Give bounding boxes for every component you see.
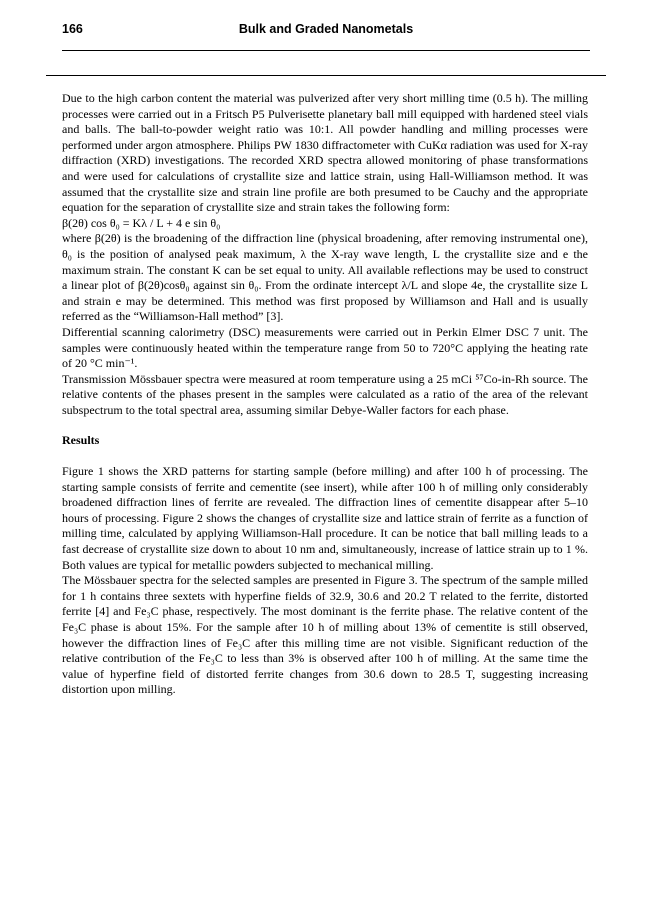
book-title: Bulk and Graded Nanometals	[238, 22, 414, 36]
paragraph-dsc: Differential scanning calorimetry (DSC) measurements were carried out in Perkin Elmer DSC 7 unit. The samples were continuously heated within the temperature range from 50 to 720°C applying the heating rate of 20 °C min⁻¹.	[62, 324, 588, 371]
paragraph-xrd-results: Figure 1 shows the XRD patterns for starting sample (before milling) and after 100 h of processing. The starting sample consists of ferrite and cementite (see insert), while after 100 h of milling only considerably broadened diffraction lines of ferrite are revealed. The diffraction lines of cementite disappear after 5–10 hours of processing. Figure 2 shows the changes of crystallite size and lattice strain of ferrite as a function of milling time, calculated by applying Williamson-Hall procedure. It can be notice that ball milling leads to a fast decrease of crystallite size down to about 10 nm and, simultaneously, increase of lattice strain up to 1 %. Both values are typical for metallic powders subjected to mechanical milling.	[62, 464, 588, 572]
page-number: 166	[62, 22, 83, 36]
paragraph-methods: Due to the high carbon content the material was pulverized after very short milling time (0.5 h). The milling processes were carried out in a Fritsch P5 Pulverisette planetary ball mill equipped with hardened steel vials and balls. The ball-to-powder weight ratio was 10:1. All powder handling and milling processes were performed under argon atmosphere. Philips PW 1830 diffractometer with CuKα radiation was used for X-ray diffraction (XRD) investigations. The recorded XRD spectra allowed monitoring of phase transformations and were used for calculations of crystallite size and lattice strain, using Hall-Williamson method. It was assumed that the crystallite size and strain line profile are both presumed to be Cauchy and the appropriate equation for the separation of crystallite size and strain takes the following form:	[62, 91, 588, 215]
section-rule	[46, 75, 606, 76]
paragraph-equation-explanation: where β(2θ) is the broadening of the diffraction line (physical broadening, after removing instrumental one), θ₀ is the position of analysed peak maximum, λ the X-ray wave length, L the crystallite size and e the maximum strain. The constant K can be set equal to unity. All available reflections may be used to construct a linear plot of β(2θ)cosθ₀ against sin θ₀. From the ordinate intercept λ/L and slope 4e, the crystallite size L and strain e may be determined. This method was first proposed by Williamson and Hall and is usually referred as the “Williamson-Hall method” [3].	[62, 231, 588, 324]
main-text	[62, 91, 588, 698]
paragraph-mossbauer-results: The Mössbauer spectra for the selected samples are presented in Figure 3. The spectrum of the sample milled for 1 h contains three sextets with hyperfine fields of 32.9, 30.6 and 20.2 T related to the ferrite, distorted ferrite [4] and Fe₃C phase, respectively. The most dominant is the ferrite phase. The relative content of the Fe₃C phase is about 15%. For the sample after 10 h of milling about 13% of cementite is still observed, however the diffraction lines of Fe₃C after this milling time are not visible. Significant reduction of the relative contribution of the Fe₃C to less than 3% is observed after 100 h of milling. At the same time the value of hyperfine field of distorted ferrite changes from 30.6 down to 28.5 T, suggesting increasing distortion upon milling.	[62, 573, 588, 697]
header-rule	[62, 50, 590, 51]
equation: β(2θ) cos θ₀ = Kλ / L + 4 e sin θ₀	[62, 215, 221, 230]
results-heading: Results	[62, 433, 100, 448]
paragraph-mossbauer-method: Transmission Mössbauer spectra were measured at room temperature using a 25 mCi ⁵⁷Co-in-Rh source. The relative contents of the phases present in the samples were calculated as a ratio of the area of the relevant subspectrum to the total spectral area, assuming similar Debye-Waller factors for each phase.	[62, 371, 588, 417]
